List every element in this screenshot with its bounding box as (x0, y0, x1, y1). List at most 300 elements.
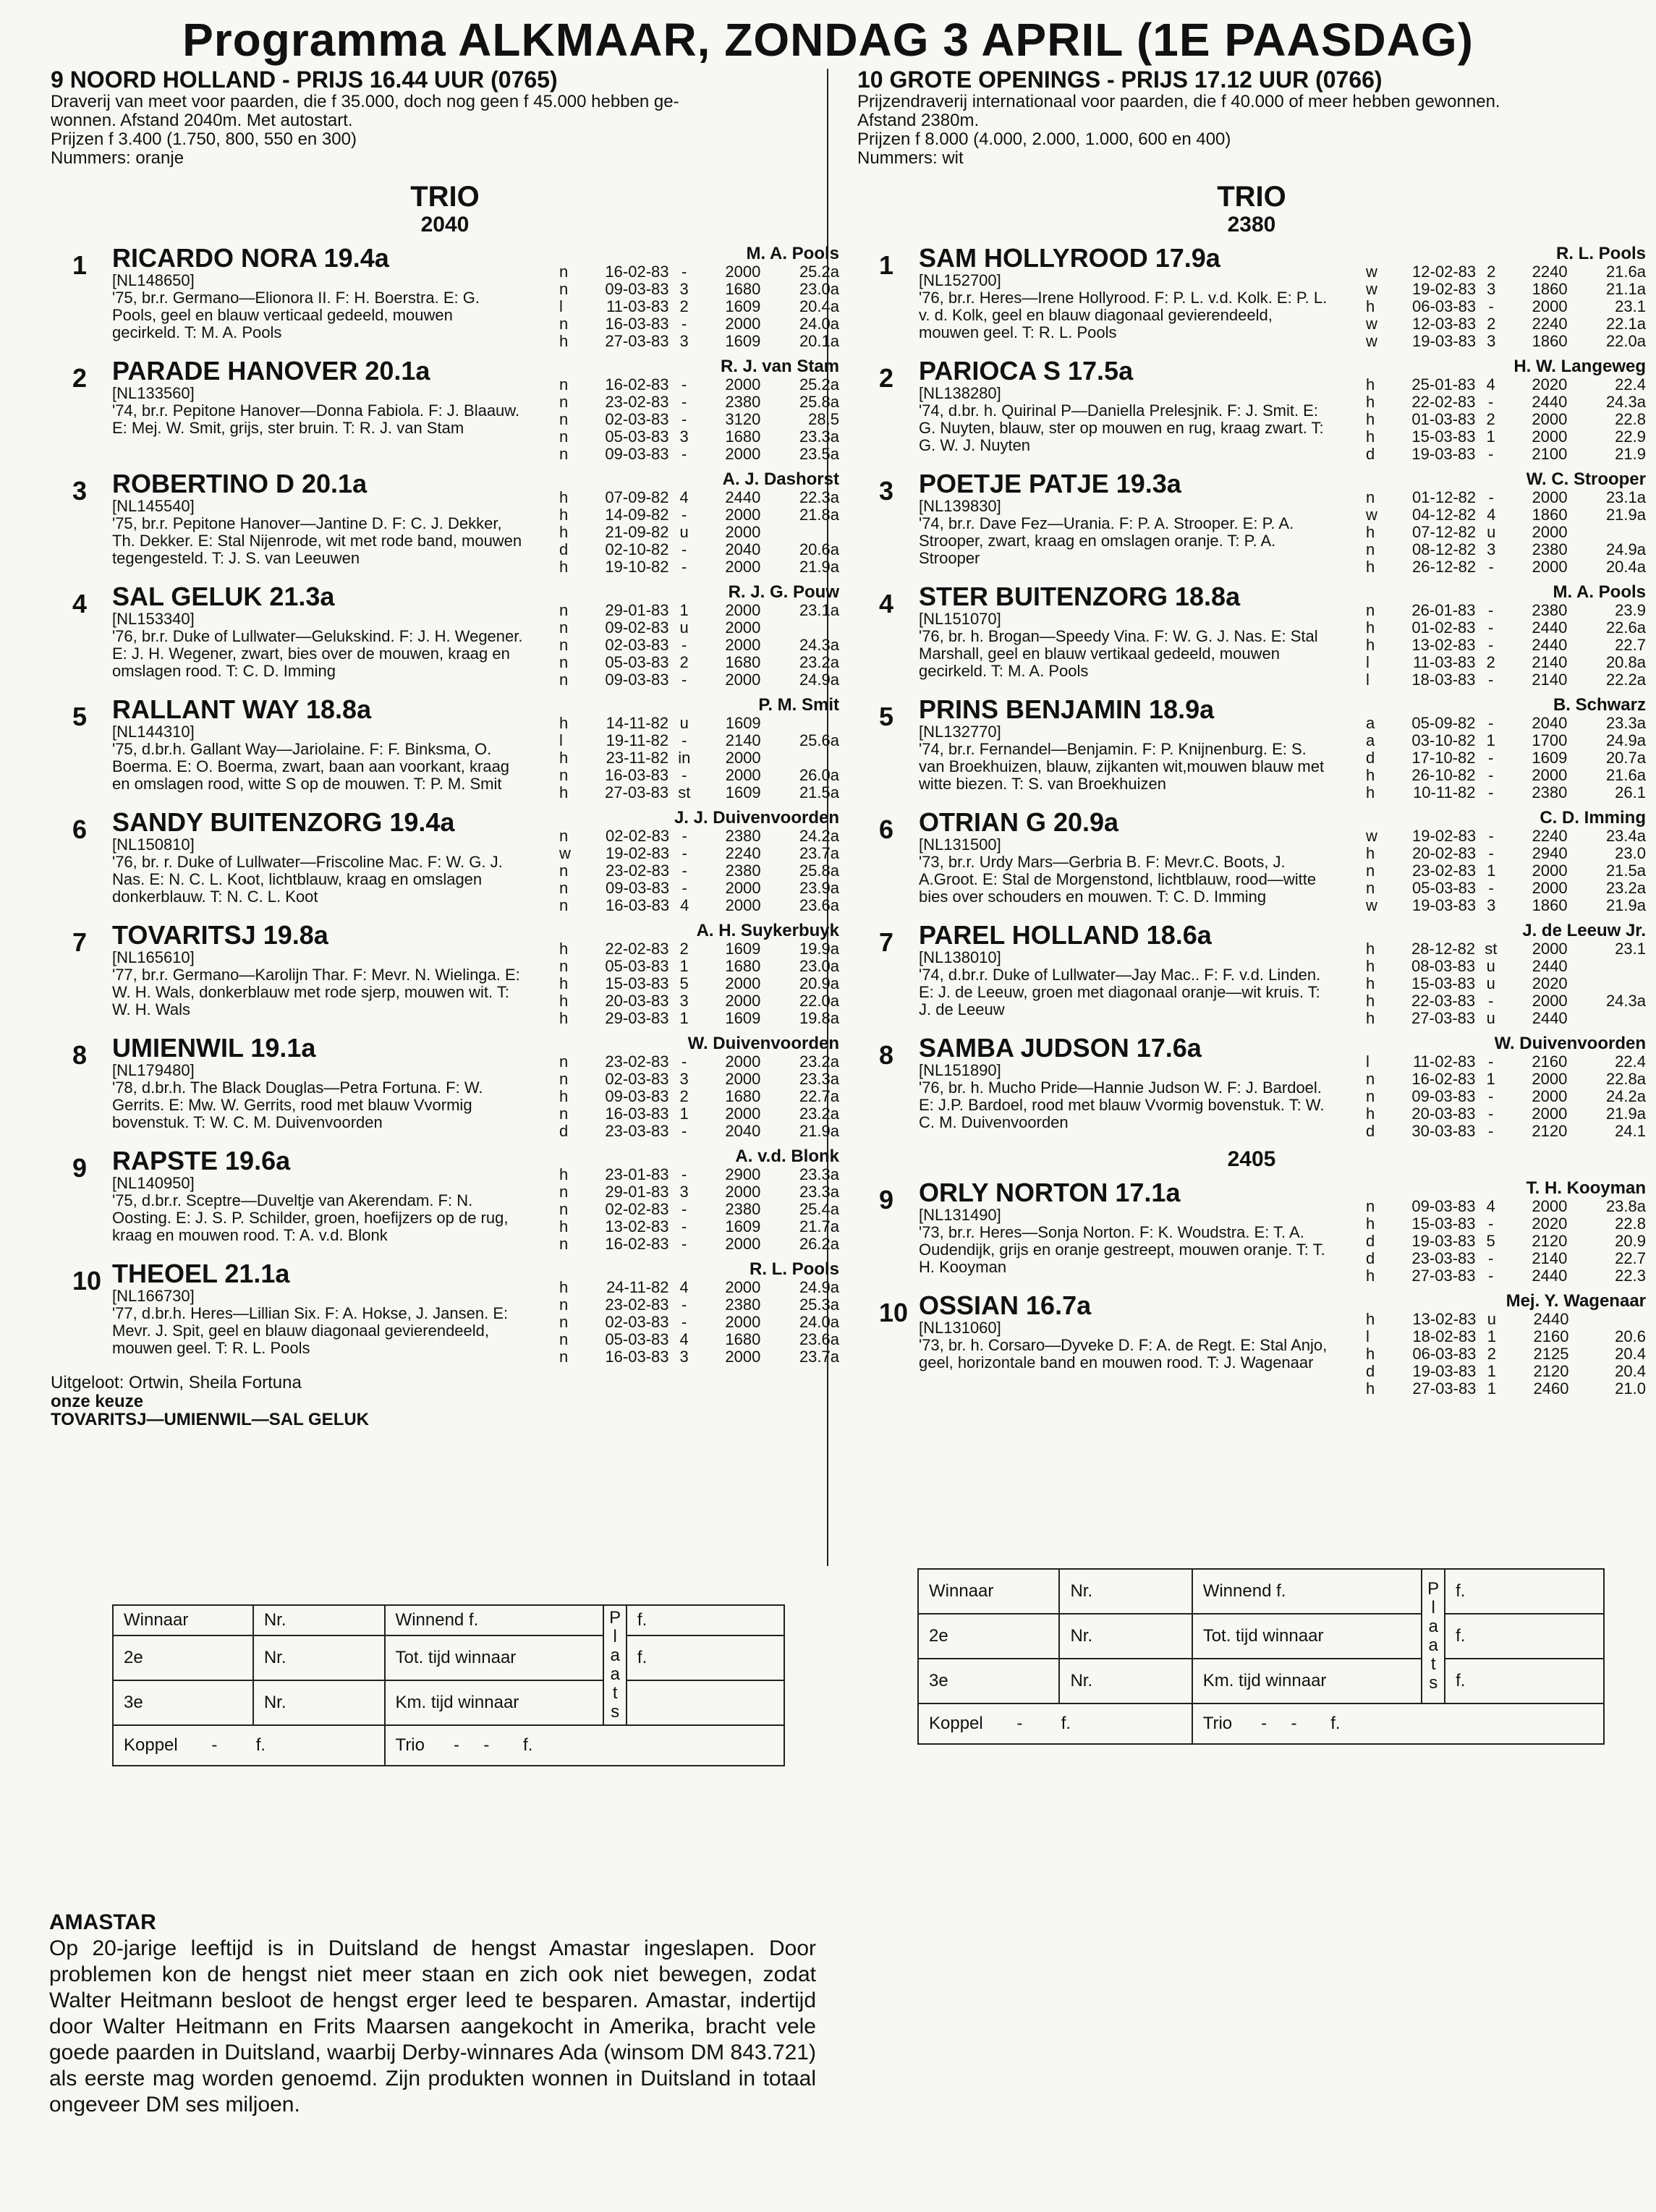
track-code: n (559, 1235, 569, 1253)
placing: - (681, 766, 687, 784)
race-distance: 2380 (725, 1296, 761, 1314)
race-date: 13-02-83 (1411, 636, 1476, 654)
track-code: n (1366, 879, 1375, 897)
horse-name: STER BUITENZORG 18.8a (919, 582, 1241, 611)
race-time: 21.1a (1605, 280, 1646, 298)
race-distance: 2440 (1532, 1009, 1568, 1027)
race-distance: 2000 (725, 1348, 761, 1366)
race-distance: 2120 (1532, 1122, 1568, 1140)
placing: - (1487, 601, 1494, 619)
race-distance: 1609 (725, 1217, 761, 1235)
race-date: 17-10-82 (1411, 749, 1476, 767)
horse-number: 3 (72, 476, 88, 506)
horse-code: [NL151890] (919, 1061, 1001, 1079)
race-date: 14-09-82 (605, 506, 669, 524)
race-date: 23-02-83 (605, 393, 669, 411)
result-row (559, 1279, 839, 1296)
race-time: 22.1a (1605, 315, 1646, 333)
race-distance: 2240 (1532, 827, 1568, 845)
race-distance: 2000 (725, 558, 761, 576)
placing: - (1487, 749, 1494, 767)
race-distance: 3120 (725, 410, 761, 428)
race-date: 11-02-83 (1413, 1052, 1476, 1071)
track-code: n (559, 653, 569, 671)
placing: - (1487, 1052, 1494, 1071)
result-row (1366, 975, 1646, 992)
race-date: 09-03-83 (1411, 1197, 1476, 1215)
race-date: 19-11-82 (606, 731, 669, 749)
plaats-letter: s (1429, 1673, 1438, 1693)
result-row (559, 541, 839, 558)
race-distance: 2000 (725, 375, 761, 394)
race-time: 23.0 (1615, 844, 1646, 862)
result-row (559, 862, 839, 880)
placing: - (1487, 1087, 1494, 1105)
placing: - (1487, 636, 1494, 654)
placing: - (681, 1052, 687, 1071)
race-time: 21.8a (799, 506, 839, 524)
horse-name: OSSIAN 16.7a (919, 1290, 1092, 1320)
horse-description: '74, d.br.r. Duke of Lullwater—Jay Mac.. F: F. v.d. Linden. E: J. de Leeuw, groen met diagonaal oranje—wit kruis. T: J. de Leeuw (919, 966, 1321, 1018)
result-row (1366, 281, 1646, 298)
track-code: h (559, 1278, 569, 1296)
race-time: 20.4 (1615, 1362, 1646, 1380)
results-table (559, 489, 839, 576)
race-date: 16-02-83 (1411, 1070, 1476, 1088)
race-distance: 2380 (725, 827, 761, 845)
race-time: 23.5a (799, 445, 839, 463)
horse-code: [NL131490] (919, 1206, 1001, 1224)
placing: 4 (679, 1278, 689, 1296)
uitgeloot-note: Uitgeloot: Ortwin, Sheila Fortuna (51, 1373, 302, 1392)
race-time: 24.2a (1605, 1087, 1646, 1105)
race-time: 20.8a (1605, 653, 1646, 671)
horse-results (525, 696, 839, 801)
horse-description: '78, d.br.h. The Black Douglas—Petra Fortuna. F: W. Gerrits. E: Mw. W. Gerrits, rood met blauw Vvormig bovenstuk. T: W. C. M. Duivenvoorden (112, 1079, 483, 1131)
placing: 4 (680, 896, 689, 914)
horse-code: [NL138280] (919, 384, 1001, 402)
result-row (1366, 940, 1646, 958)
horse-number: 9 (879, 1185, 894, 1215)
track-code: h (1366, 766, 1375, 784)
race-time: 22.8a (1605, 1070, 1646, 1088)
race-distance: 2000 (725, 992, 761, 1010)
result-row (1366, 958, 1646, 975)
trainer-name: W. Duivenvoorden (1494, 1034, 1646, 1053)
race-date: 05-09-82 (1411, 714, 1476, 732)
result-row (1366, 1328, 1646, 1345)
race-date: 19-02-83 (1412, 280, 1477, 298)
placing: - (1487, 671, 1494, 689)
horse-code: [NL132770] (919, 723, 1001, 741)
race-time (760, 619, 839, 637)
race-time: 23.4a (1605, 827, 1646, 845)
race-distance: 2440 (1532, 636, 1568, 654)
race-time: 22.7 (1615, 1249, 1646, 1267)
horse-name: OTRIAN G 20.9a (919, 807, 1119, 837)
trainer-name: C. D. Imming (1540, 808, 1646, 828)
race-date: 19-02-83 (1412, 827, 1477, 845)
trainer-name: W. C. Strooper (1526, 469, 1646, 489)
race-distance: 2000 (725, 445, 761, 463)
race-date: 23-11-82 (606, 749, 669, 767)
race-date: 02-03-83 (605, 1070, 669, 1088)
horse-results (525, 922, 839, 1027)
result-row (559, 602, 839, 619)
race-distance: 2000 (725, 1235, 761, 1253)
result-row (1366, 897, 1646, 914)
horse-results (1331, 696, 1646, 801)
race-time: 25.8a (799, 862, 839, 880)
race-time: 25.2a (799, 263, 839, 281)
horse-name: PARADE HANOVER 20.1a (112, 356, 430, 386)
race-date: 27-03-83 (605, 332, 669, 350)
placing: - (1488, 558, 1494, 576)
race-time: 20.4 (1615, 1345, 1646, 1363)
horse-code: [NL165610] (112, 948, 195, 966)
race-time: 22.0a (1605, 332, 1646, 350)
race-distance: 2000 (1532, 1197, 1568, 1215)
article-amastar (49, 1910, 816, 2118)
trainer-name: A. H. Suykerbuyk (696, 921, 839, 940)
race-distance: 2000 (725, 766, 761, 784)
track-code: n (559, 1200, 569, 1218)
race-date: 05-03-83 (1412, 879, 1477, 897)
horse-results (525, 357, 839, 463)
race-time: 25.6a (799, 731, 839, 749)
track-code: n (559, 896, 569, 914)
track-code: n (559, 410, 569, 428)
track-code: h (559, 488, 569, 506)
track-code: n (559, 618, 569, 637)
track-code: l (559, 731, 563, 749)
race-date: 29-01-83 (605, 601, 669, 619)
result-row (1366, 263, 1646, 281)
race-date: 01-03-83 (1411, 410, 1476, 428)
race-time: 23.2a (799, 653, 839, 671)
race-time: 21.6a (1605, 766, 1646, 784)
race-time: 28.5 (808, 410, 839, 428)
horse-code: [NL140950] (112, 1174, 195, 1192)
race-date: 10-11-82 (1413, 783, 1476, 801)
placing: 4 (1486, 375, 1495, 394)
horse-name: RALLANT WAY 18.8a (112, 694, 372, 724)
horse-name: SAM HOLLYROOD 17.9a (919, 243, 1220, 273)
placing: - (1487, 1267, 1494, 1285)
race-distance: 2020 (1532, 1215, 1568, 1233)
horse-info (112, 1147, 525, 1253)
result-row (559, 1123, 839, 1140)
results-table (559, 1279, 839, 1366)
trainer-name: R. J. van Stam (720, 357, 839, 376)
track-code: h (559, 1165, 569, 1183)
race-date: 19-03-83 (1412, 1362, 1477, 1380)
race-time: 22.9 (1615, 427, 1646, 446)
result-row (1366, 376, 1646, 394)
placing: 2 (1486, 653, 1495, 671)
race-time: 22.8 (1615, 1215, 1646, 1233)
horse-info (919, 809, 1331, 914)
horse-name: SAL GELUK 21.3a (112, 582, 335, 611)
track-code: h (559, 1087, 569, 1105)
result-row (1366, 524, 1646, 541)
result-row (559, 1088, 839, 1105)
result-row (1366, 602, 1646, 619)
race-date: 26-10-82 (1411, 766, 1476, 784)
horse-name: PARIOCA S 17.5a (919, 356, 1134, 386)
placing: - (681, 263, 687, 281)
track-code: n (559, 1313, 569, 1331)
page-title: Programma ALKMAAR, ZONDAG 3 APRIL (1E PAASDAG) (182, 14, 1474, 66)
track-code: w (1366, 280, 1377, 298)
result-row (559, 828, 839, 845)
result-row (1366, 394, 1646, 411)
placing: 3 (679, 992, 689, 1010)
placing: - (1487, 393, 1494, 411)
trainer-name: R. J. G. Pouw (728, 582, 839, 602)
result-row (1366, 637, 1646, 654)
track-code: h (1366, 844, 1375, 862)
form-label: Winnend f. (1192, 1569, 1422, 1614)
track-code: n (559, 1330, 569, 1348)
trainer-name: R. L. Pools (1555, 244, 1646, 263)
horse-info (919, 357, 1331, 463)
race-time: 22.4 (1615, 1052, 1646, 1071)
track-code: n (1366, 601, 1375, 619)
placing: - (1487, 1105, 1494, 1123)
race-distance: 2380 (725, 1200, 761, 1218)
race-time: 20.6 (1615, 1327, 1646, 1345)
race-time (761, 749, 839, 767)
race-distance: 2000 (725, 974, 761, 992)
horse-entry (857, 244, 1646, 350)
result-row (1366, 1123, 1646, 1140)
race-distance: 2000 (725, 636, 761, 654)
race-date: 23-02-83 (1412, 862, 1477, 880)
race-time: 22.7 (1615, 636, 1646, 654)
track-code: h (1366, 957, 1375, 975)
horse-results (1331, 470, 1646, 576)
race-time: 20.4a (1605, 558, 1646, 576)
horse-number: 5 (72, 702, 88, 731)
race-time: 23.0a (799, 957, 839, 975)
result-row (1366, 732, 1646, 749)
horse-description: '76, br.r. Duke of Lullwater—Gelukskind. F: J. H. Wegener. E: J. H. Wegener, zwart, bies over de mouwen, kraag en omslagen rood. T: C. D. Imming (112, 627, 523, 680)
horse-results (1331, 922, 1646, 1027)
track-code: h (1366, 558, 1375, 576)
race-distance: 2000 (725, 618, 761, 637)
race-distance: 1609 (725, 940, 761, 958)
race-distance: 2040 (725, 540, 761, 558)
race-date: 23-02-83 (606, 862, 670, 880)
race-desc-line: wonnen. Afstand 2040m. Met autostart. (51, 111, 353, 130)
trainer-name: R. L. Pools (749, 1259, 839, 1279)
horse-info (919, 1292, 1331, 1398)
race-date: 03-10-82 (1411, 731, 1476, 749)
trio-heading: TRIO (1217, 181, 1286, 213)
race-date: 18-03-83 (1411, 671, 1476, 689)
race-date: 16-03-83 (606, 896, 670, 914)
race-date: 19-03-83 (1411, 1232, 1476, 1250)
placing: 2 (679, 653, 689, 671)
track-code: h (559, 714, 569, 732)
race-time: 23.3a (799, 1070, 839, 1088)
result-row (559, 715, 839, 732)
race-date: 11-03-83 (606, 297, 669, 315)
race-distance: 2000 (725, 1070, 761, 1088)
horse-number: 9 (72, 1153, 88, 1183)
horse-code: [NL150810] (112, 835, 195, 854)
race-time: 22.6a (1605, 618, 1646, 637)
horse-info (919, 583, 1331, 689)
horse-number: 3 (879, 476, 894, 506)
race-date: 16-02-83 (605, 1235, 669, 1253)
race-distance: 2100 (1532, 445, 1568, 463)
result-row (559, 1348, 839, 1366)
race-time: 24.9a (799, 1278, 839, 1296)
placing: 3 (679, 280, 689, 298)
trainer-name: A. v.d. Blonk (735, 1147, 839, 1166)
track-code: n (559, 315, 569, 333)
horse-info (112, 1260, 525, 1366)
race-distance: 2000 (725, 263, 761, 281)
race-distance: 2440 (1532, 1267, 1568, 1285)
horse-name: THEOEL 21.1a (112, 1259, 290, 1288)
horse-info (112, 696, 525, 801)
race-desc-line: Draverij van meet voor paarden, die f 35.000, doch nog geen f 45.000 hebben ge- (51, 92, 679, 111)
results-table (559, 1053, 839, 1140)
result-row (1366, 715, 1646, 732)
race-distance: 1680 (725, 427, 761, 446)
form-label: 3e (918, 1659, 1059, 1703)
race-distance: 2460 (1533, 1379, 1569, 1398)
race-time: 21.9a (1605, 1105, 1646, 1123)
race-date: 04-12-82 (1412, 506, 1477, 524)
race-distance: 2000 (1532, 488, 1568, 506)
race-date: 09-03-83 (605, 280, 669, 298)
result-row (559, 1235, 839, 1253)
race-time: 25.3a (799, 1296, 839, 1314)
form-label: Winnend f. (385, 1605, 604, 1635)
race-time: 21.9a (1605, 506, 1646, 524)
result-row (559, 1071, 839, 1088)
placing: 3 (679, 1183, 689, 1201)
race-time: 19.8a (799, 1009, 839, 1027)
placing: 1 (1486, 731, 1495, 749)
race-date: 28-12-82 (1411, 940, 1476, 958)
horse-description: '73, br.r. Heres—Sonja Norton. F: K. Woudstra. E: T. A. Oudendijk, grijs en oranje gestreept, mouwen oranje. T: T. H. Kooyman (919, 1223, 1325, 1276)
track-code: n (559, 862, 569, 880)
trainer-name: T. H. Kooyman (1526, 1178, 1646, 1198)
track-code: a (1366, 714, 1375, 732)
form-label: f. (1445, 1659, 1604, 1703)
race-date: 12-03-83 (1412, 315, 1477, 333)
horse-code: [NL145540] (112, 497, 195, 515)
placing: - (681, 315, 687, 333)
horse-description: '74, br.r. Fernandel—Benjamin. F: P. Knijnenburg. E: S. van Broekhuizen, blauw, zijkanten wit,mouwen blauw met witte biezen. T: S. van Broekhuizen (919, 740, 1325, 793)
race-date: 29-03-83 (605, 1009, 669, 1027)
placing: 2 (679, 940, 689, 958)
distance-heading: 2405 (1227, 1147, 1276, 1171)
trainer-name: H. W. Langeweg (1513, 357, 1646, 376)
placing: - (681, 731, 687, 749)
race-time: 24.0a (799, 1313, 839, 1331)
placing: - (681, 445, 687, 463)
placing: - (681, 1217, 687, 1235)
horse-entry (857, 357, 1646, 463)
race-time: 24.9a (1605, 540, 1646, 558)
horse-number: 2 (72, 363, 88, 393)
race-distance: 2000 (725, 1183, 761, 1201)
race-date: 19-10-82 (605, 558, 669, 576)
race-date: 23-02-83 (605, 1052, 669, 1071)
placing: - (681, 827, 687, 845)
horse-info (919, 922, 1331, 1027)
horse-number: 10 (879, 1298, 909, 1327)
race-distance: 2125 (1533, 1345, 1569, 1363)
result-row (559, 1105, 839, 1123)
plaats-letter: a (610, 1664, 620, 1684)
race-distance: 2000 (725, 315, 761, 333)
result-row (559, 524, 839, 541)
horse-info (919, 1034, 1331, 1140)
race-distance: 2380 (725, 862, 761, 880)
race-time: 26.0a (799, 766, 839, 784)
horse-code: [NL166730] (112, 1287, 195, 1305)
horse-info (919, 244, 1331, 350)
race-distance: 2440 (1532, 957, 1568, 975)
horse-description: '77, br.r. Germano—Karolijn Thar. F: Mevr. N. Wielinga. E: W. H. Wals, donkerblauw met rode sjerp, mouwen wit. T: W. H. Wals (112, 966, 520, 1018)
placing: - (1487, 783, 1494, 801)
race-distance: 2160 (1533, 1327, 1569, 1345)
race-time: 24.3a (1605, 393, 1646, 411)
horse-number: 10 (72, 1266, 102, 1296)
result-row (1366, 767, 1646, 784)
result-row (559, 263, 839, 281)
race-time: 23.1 (1615, 940, 1646, 958)
placing: 3 (679, 1070, 689, 1088)
result-row (559, 1166, 839, 1183)
results-table (1366, 940, 1646, 1027)
horse-name: UMIENWIL 19.1a (112, 1033, 316, 1063)
track-code: h (1366, 1105, 1375, 1123)
horse-info (112, 357, 525, 463)
placing: st (1485, 940, 1498, 958)
race-time: 23.3a (799, 1165, 839, 1183)
trainer-name: Mej. Y. Wagenaar (1506, 1291, 1646, 1311)
race-time (761, 715, 839, 732)
form-label: f. (1445, 1614, 1604, 1659)
race-distance: 2000 (1532, 766, 1568, 784)
horse-results (525, 1260, 839, 1366)
horse-results (1331, 244, 1646, 350)
horse-entry (857, 696, 1646, 801)
track-code: n (559, 1070, 569, 1088)
track-code: d (1366, 1232, 1375, 1250)
track-code: n (559, 1296, 569, 1314)
race-time: 21.7a (799, 1217, 839, 1235)
horse-description: '76, br.r. Heres—Irene Hollyrood. F: P. L. v.d. Kolk. E: P. L. v. d. Kolk, geel en blauw diagonaal gevierendeeld, mouwen geel. T: R. L. Pools (919, 289, 1328, 341)
horse-name: POETJE PATJE 19.3a (919, 469, 1181, 498)
race-date: 02-03-83 (605, 410, 669, 428)
trainer-name: W. Duivenvoorden (687, 1034, 839, 1053)
result-row (559, 1218, 839, 1235)
track-code: h (559, 558, 569, 576)
result-row (1366, 446, 1646, 463)
race-date: 16-02-83 (605, 375, 669, 394)
race-distance: 1680 (725, 280, 761, 298)
race-time: 23.9 (1615, 601, 1646, 619)
